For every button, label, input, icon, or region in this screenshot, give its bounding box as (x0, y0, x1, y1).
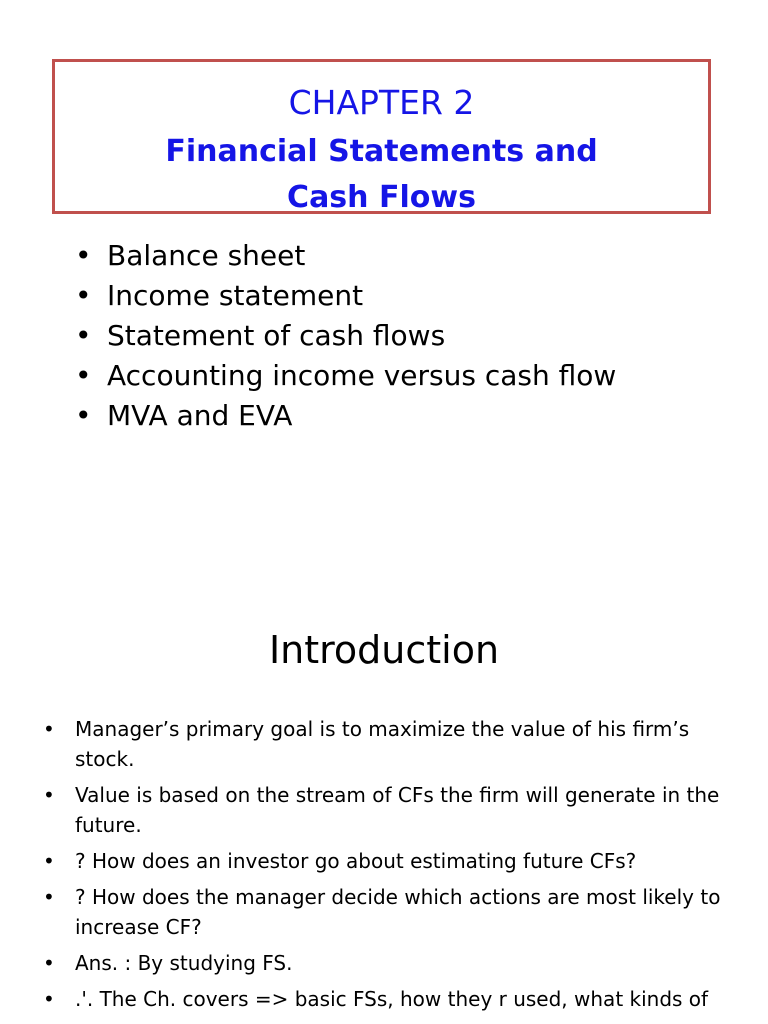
intro-point (43, 948, 723, 978)
topic-item (75, 236, 616, 276)
topic-text: Balance sheet (107, 239, 306, 272)
chapter-subtitle-line-1: Financial Statements and (165, 134, 598, 169)
topic-item (75, 276, 616, 316)
bullet-icon: • (43, 885, 55, 909)
topic-text: Accounting income versus cash flow (107, 359, 617, 392)
slide-introduction (0, 600, 768, 1024)
slide-chapter-2 (0, 0, 768, 480)
bullet-icon: • (43, 849, 55, 873)
chapter-heading: CHAPTER 2 (288, 83, 475, 122)
bullet-icon: • (43, 987, 55, 1011)
bullet-icon: • (43, 717, 55, 741)
intro-point-text: ? How does an investor go about estimating future CFs? (75, 849, 637, 873)
topic-text: Income statement (107, 279, 364, 312)
bullet-icon: • (75, 279, 92, 312)
intro-point (43, 846, 723, 876)
intro-point (43, 984, 723, 1014)
intro-point (43, 882, 723, 942)
topics-list (75, 236, 616, 436)
chapter-title-box (52, 59, 711, 214)
bullet-icon: • (43, 783, 55, 807)
intro-point-text: Ans. : By studying FS. (75, 951, 293, 975)
chapter-subtitle-line-2: Cash Flows (287, 180, 476, 215)
intro-point (43, 714, 723, 774)
bullet-icon: • (75, 399, 92, 432)
bullet-icon: • (75, 359, 92, 392)
intro-point-text: Manager’s primary goal is to maximize the value of his firm’s stock. (75, 717, 690, 771)
intro-point (43, 780, 723, 840)
topic-item (75, 356, 616, 396)
intro-point-text: .'. The Ch. covers => basic FSs, how they r used, what kinds of (75, 987, 709, 1011)
intro-point-text: Value is based on the stream of CFs the firm will generate in the future. (75, 783, 720, 837)
bullet-icon: • (75, 239, 92, 272)
bullet-icon: • (75, 319, 92, 352)
bullet-icon: • (43, 951, 55, 975)
topic-item (75, 396, 616, 436)
topic-text: MVA and EVA (107, 399, 293, 432)
intro-point-text: ? How does the manager decide which actions are most likely to increase CF? (75, 885, 721, 939)
introduction-title: Introduction (268, 628, 500, 672)
topic-item (75, 316, 616, 356)
introduction-points-list (43, 714, 723, 1020)
topic-text: Statement of cash flows (107, 319, 446, 352)
